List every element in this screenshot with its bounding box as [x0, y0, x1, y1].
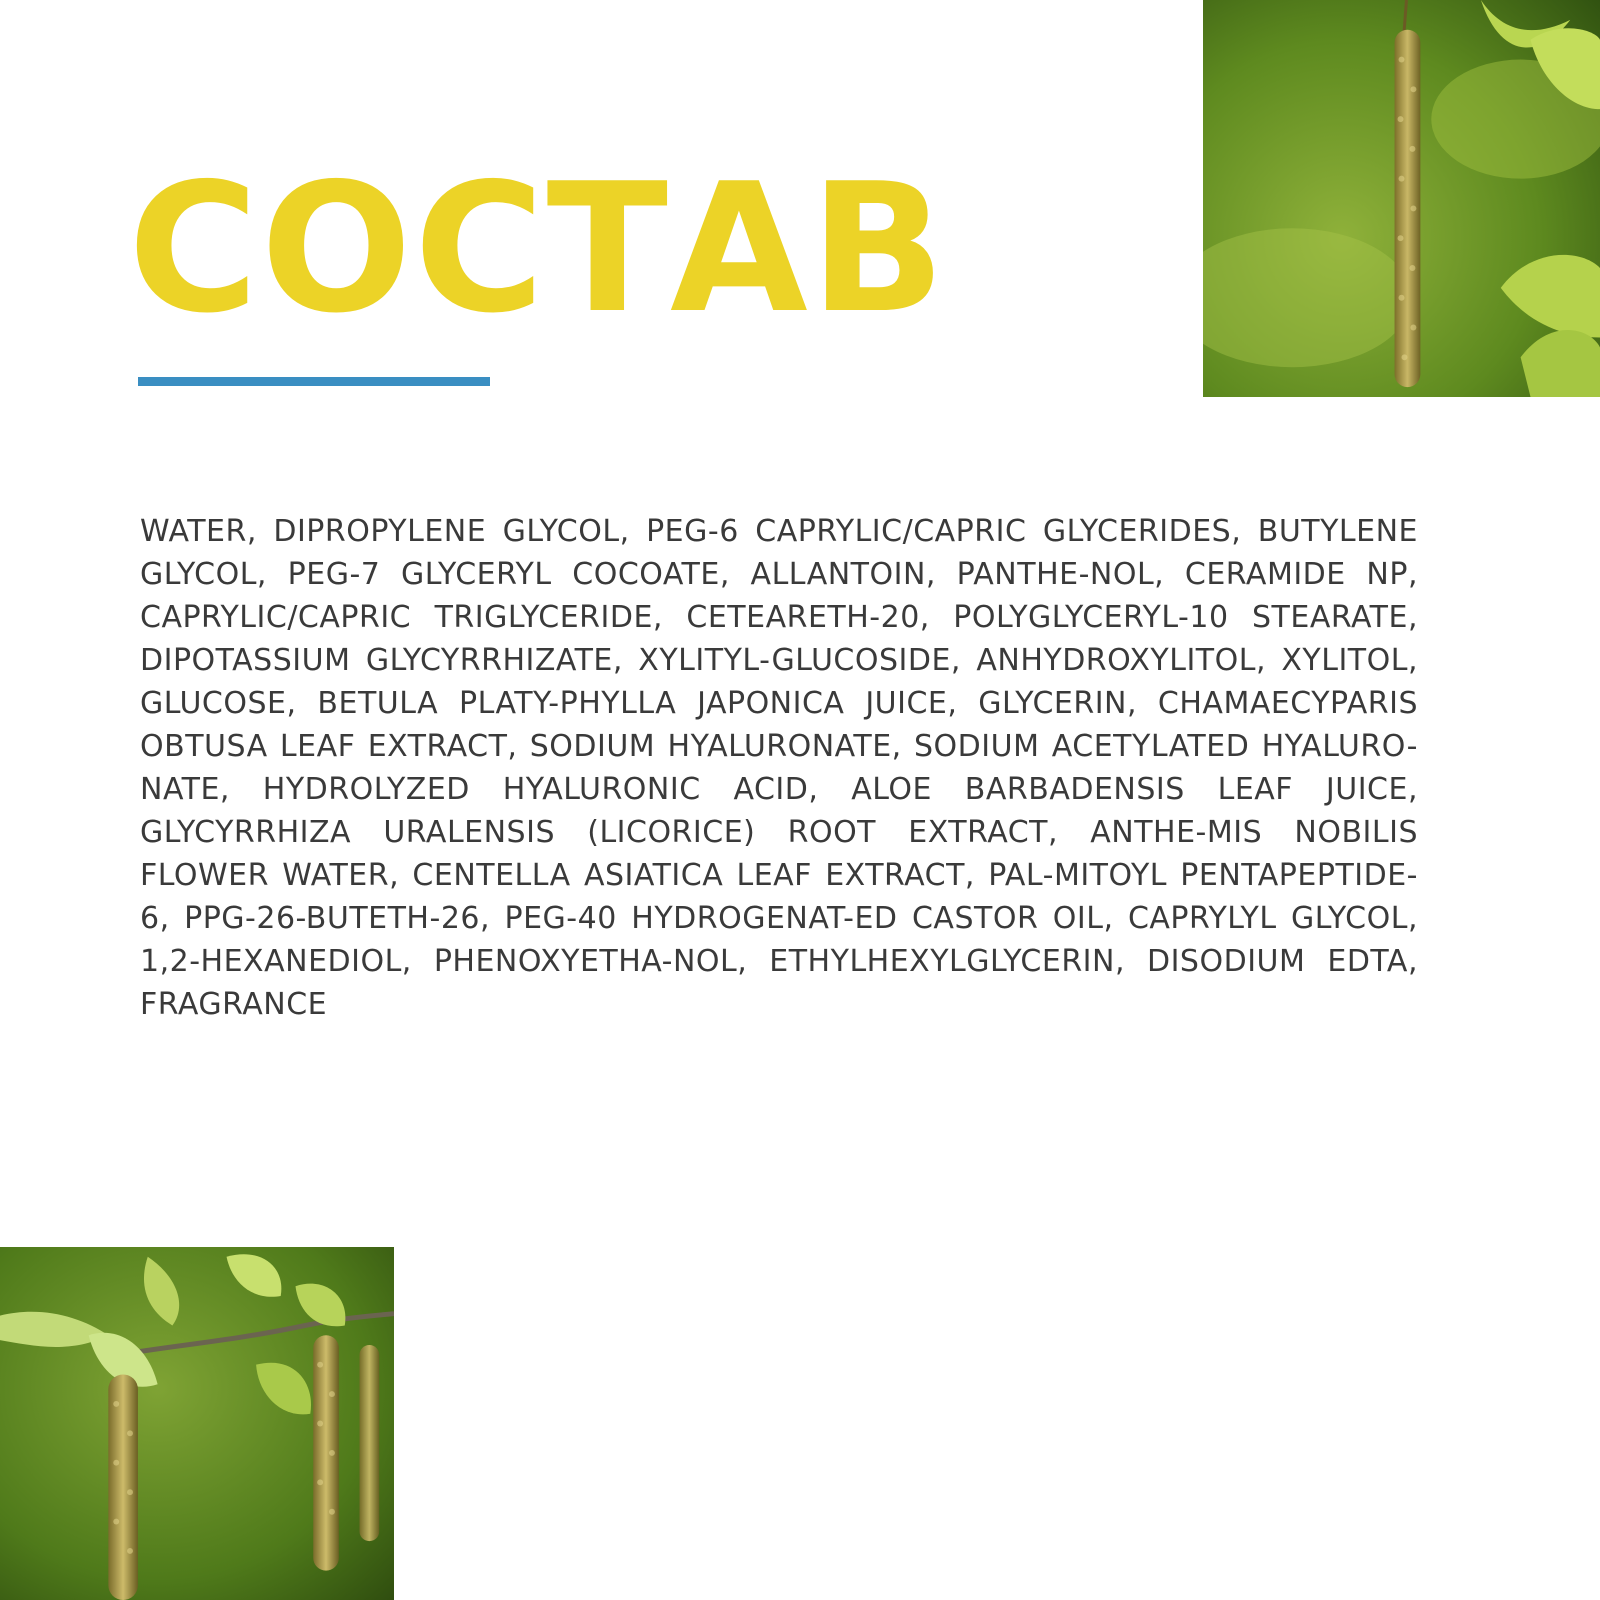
birch-catkin-photo: [1203, 0, 1600, 397]
title-underline: [138, 377, 490, 386]
birch-branch-catkins-photo: [0, 1247, 394, 1600]
page-title: СОСТАВ: [128, 145, 948, 352]
ingredients-list: WATER, DIPROPYLENE GLYCOL, PEG-6 CAPRYLIC/CAPRIC GLYCERIDES, BUTYLENE GLYCOL, PEG-7 GLYCERYL COCOATE, ALLANTOIN, PANTHE-NOL, CERAMIDE NP, CAPRYLIC/CAPRIC TRIGLYCERIDE, CETEARETH-20, POLYGLYCERYL-10 STEARATE, DIPOTASSIUM GLYCYRRHIZATE, XYLITYL-GLUCOSIDE, ANHYDROXYLITOL, XYLITOL, GLUCOSE, BETULA PLATY-PHYLLA JAPONICA JUICE, GLYCERIN, CHAMAECYPARIS OBTUSA LEAF EXTRACT, SODIUM HYALURONATE, SODIUM ACETYLATED HYALURO-NATE, HYDROLYZED HYALURONIC ACID, ALOE BARBADENSIS LEAF JUICE, GLYCYRRHIZA URALENSIS (LICORICE) ROOT EXTRACT, ANTHE-MIS NOBILIS FLOWER WATER, CENTELLA ASIATICA LEAF EXTRACT, PAL-MITOYL PENTAPEPTIDE-6, PPG-26-BUTETH-26, PEG-40 HYDROGENAT-ED CASTOR OIL, CAPRYLYL GLYCOL, 1,2-HEXANEDIOL, PHENOXYETHA-NOL, ETHYLHEXYLGLYCERIN, DISODIUM EDTA, FRAGRANCE: [140, 514, 1418, 1022]
